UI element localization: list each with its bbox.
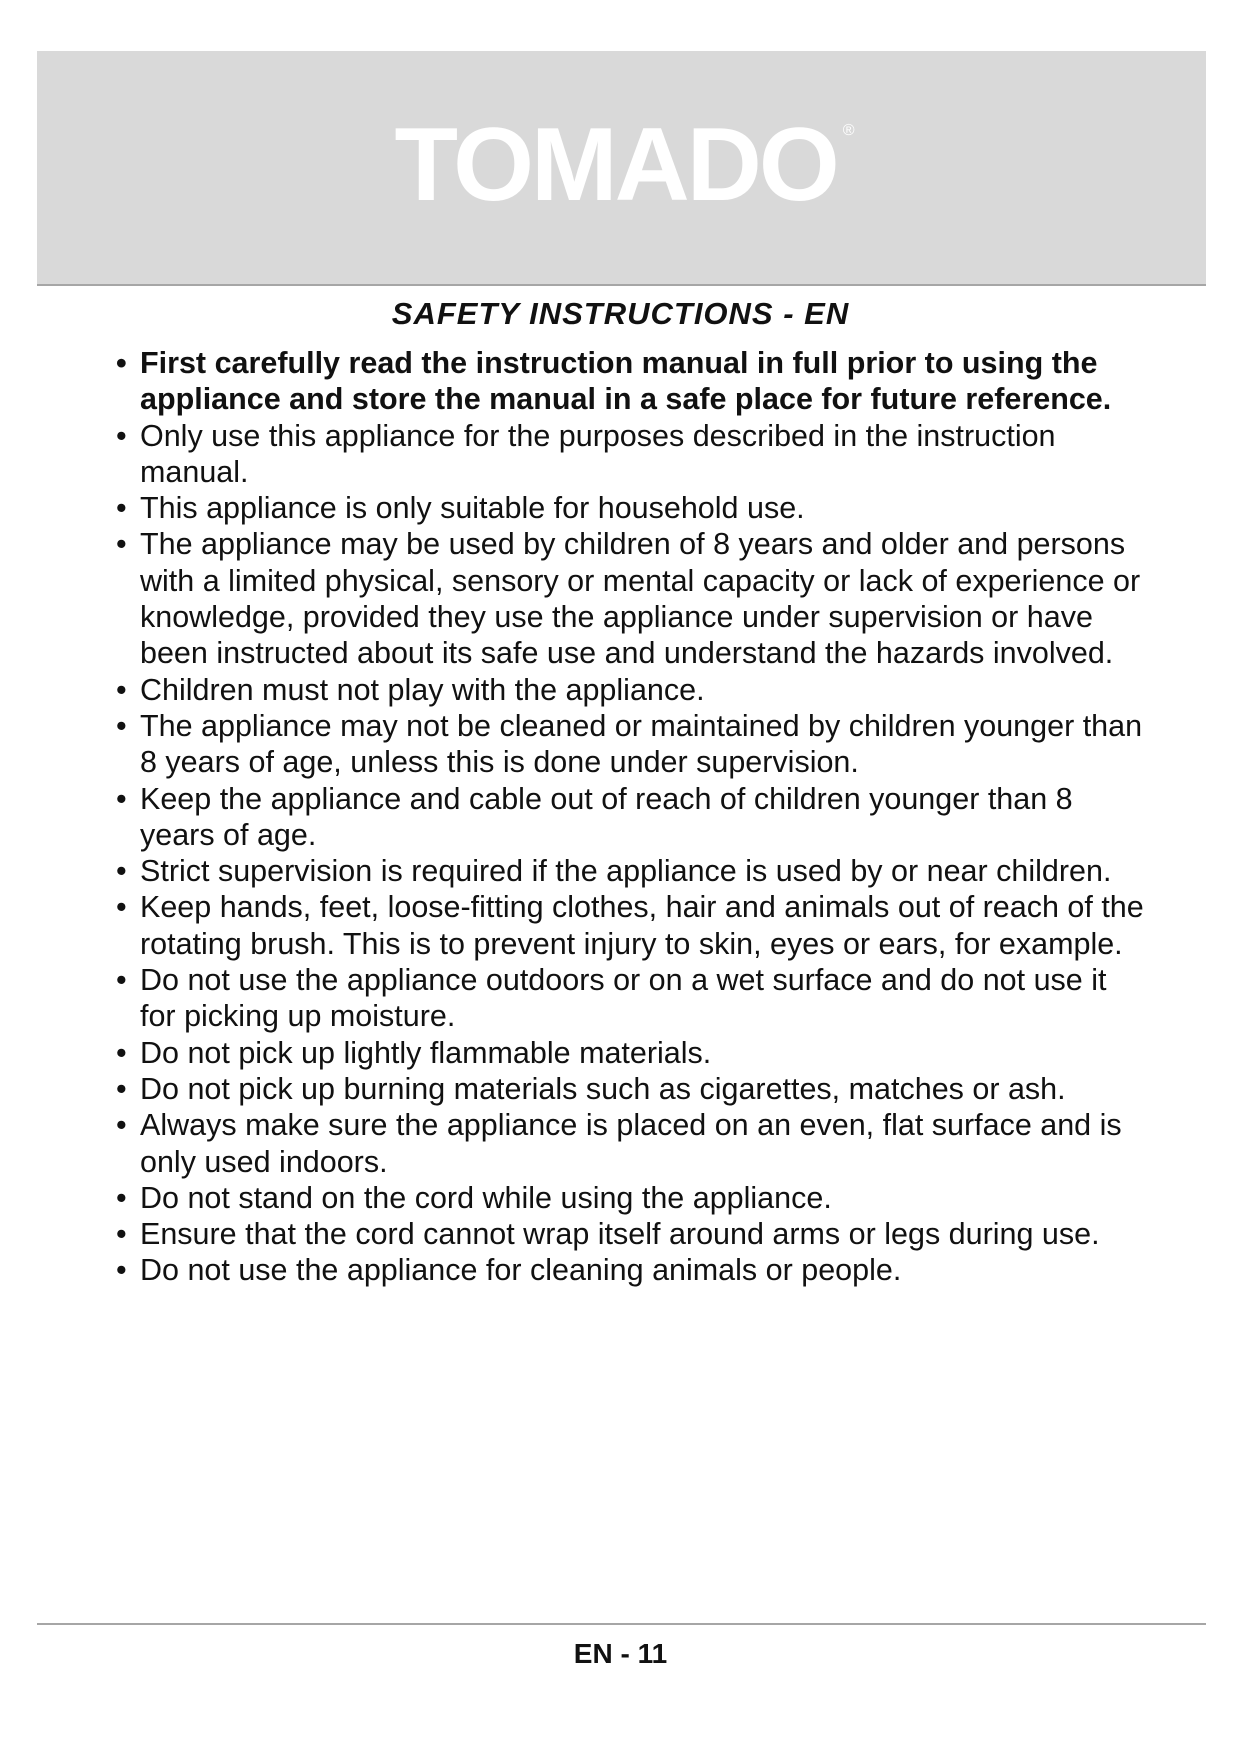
instruction-item: • Do not stand on the cord while using the appliance. [116,1180,1146,1216]
section-title: SAFETY INSTRUCTIONS - EN [391,296,850,331]
instruction-item: • Always make sure the appliance is placed on an even, flat surface and is only used indoors. [116,1107,1146,1180]
instruction-item: • Do not pick up lightly flammable materials. [116,1035,1146,1071]
header-band [37,51,1206,286]
footer-divider [37,1623,1206,1625]
instruction-list [116,345,1146,1289]
instruction-item: • This appliance is only suitable for household use. [116,490,1146,526]
page-number: EN - 11 [573,1638,668,1669]
instruction-item: • Children must not play with the appliance. [116,672,1146,708]
instruction-item: • Strict supervision is required if the appliance is used by or near children. [116,853,1146,889]
instruction-item: • Keep the appliance and cable out of reach of children younger than 8 years of age. [116,781,1146,854]
instruction-item: • Keep hands, feet, loose-fitting clothes, hair and animals out of reach of the rotating brush. This is to prevent injury to skin, eyes or ears, for example. [116,889,1146,962]
brand-logo [37,107,1206,223]
registered-mark: ® [842,122,855,139]
instruction-item: • Do not use the appliance outdoors or on a wet surface and do not use it for picking up moisture. [116,962,1146,1035]
instruction-item: • The appliance may be used by children of 8 years and older and persons with a limited physical, sensory or mental capacity or lack of experience or knowledge, provided they use the appliance under supervision or have been instructed about its safe use and understand the hazards involved. [116,526,1146,671]
instruction-item: • Ensure that the cord cannot wrap itself around arms or legs during use. [116,1216,1146,1252]
instruction-item: • Only use this appliance for the purposes described in the instruction manual. [116,418,1146,491]
instruction-item: • The appliance may not be cleaned or maintained by children younger than 8 years of age, unless this is done under supervision. [116,708,1146,781]
brand-name: TOMADO [394,107,837,223]
instruction-item: • Do not pick up burning materials such as cigarettes, matches or ash. [116,1071,1146,1107]
instruction-item: • First carefully read the instruction manual in full prior to using the appliance and store the manual in a safe place for future reference. [116,345,1146,418]
instruction-item: • Do not use the appliance for cleaning animals or people. [116,1252,1146,1288]
